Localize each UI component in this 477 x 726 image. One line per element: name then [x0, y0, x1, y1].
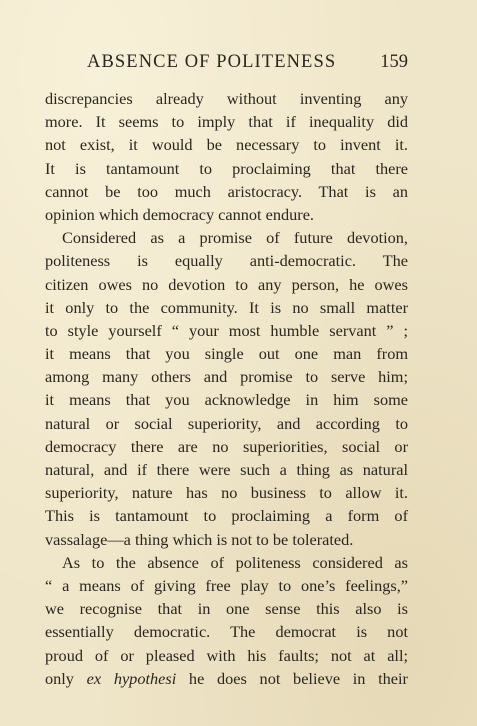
paragraph-start-line: Considered as a promise of future devotion,: [62, 228, 408, 248]
text-line: natural or social superiority, and according to: [45, 413, 408, 433]
text-line: we recognise that in one sense this also is: [45, 599, 408, 619]
text-line: to style yourself “ your most humble servant ” ;: [45, 320, 408, 340]
text-line: it means that you acknowledge in him some: [45, 390, 408, 410]
text-line: opinion which democracy cannot endure.: [45, 204, 314, 224]
text-fragment: only: [45, 668, 87, 688]
page-number: 159: [380, 52, 408, 72]
italic-phrase: ex hypothesi: [86, 668, 177, 688]
running-head: [45, 50, 408, 74]
text-line: among many others and promise to serve him;: [45, 367, 408, 387]
text-line: vassalage—a thing which is not to be tolerated.: [45, 529, 354, 549]
text-line: essentially democratic. The democrat is not: [45, 622, 408, 642]
text-line: It is tantamount to proclaiming that there: [45, 158, 408, 178]
text-line: This is tantamount to proclaiming a form of: [45, 506, 408, 526]
text-line: democracy there are no superiorities, social or: [45, 436, 408, 456]
text-line: discrepancies already without inventing any: [45, 89, 408, 108]
text-line: cannot be too much aristocracy. That is an: [45, 181, 408, 201]
text-line: natural, and if there were such a thing as natural: [45, 460, 408, 479]
text-line: proud of or pleased with his faults; not at all;: [45, 645, 408, 665]
body-text: [45, 87, 408, 690]
running-title: ABSENCE OF POLITENESS: [87, 52, 337, 72]
text-line: politeness is equally anti-democratic. The: [45, 251, 408, 271]
text-line: it means that you single out one man from: [45, 344, 408, 364]
text-line: citizen owes no devotion to any person, he owes: [45, 274, 408, 294]
text-line: it only to the community. It is no small matter: [45, 297, 408, 317]
text-line: more. It seems to imply that if inequality did: [45, 112, 408, 132]
text-fragment: he does not believe in their: [176, 668, 408, 688]
paragraph-start-line: As to the absence of politeness considered as: [62, 552, 408, 572]
text-line: “ a means of giving free play to one’s feelings,”: [45, 575, 408, 595]
text-line: not exist, it would be necessary to invent it.: [45, 135, 408, 155]
text-line-with-italic: [45, 667, 408, 690]
text-line: superiority, nature has no business to allow it.: [45, 483, 408, 503]
